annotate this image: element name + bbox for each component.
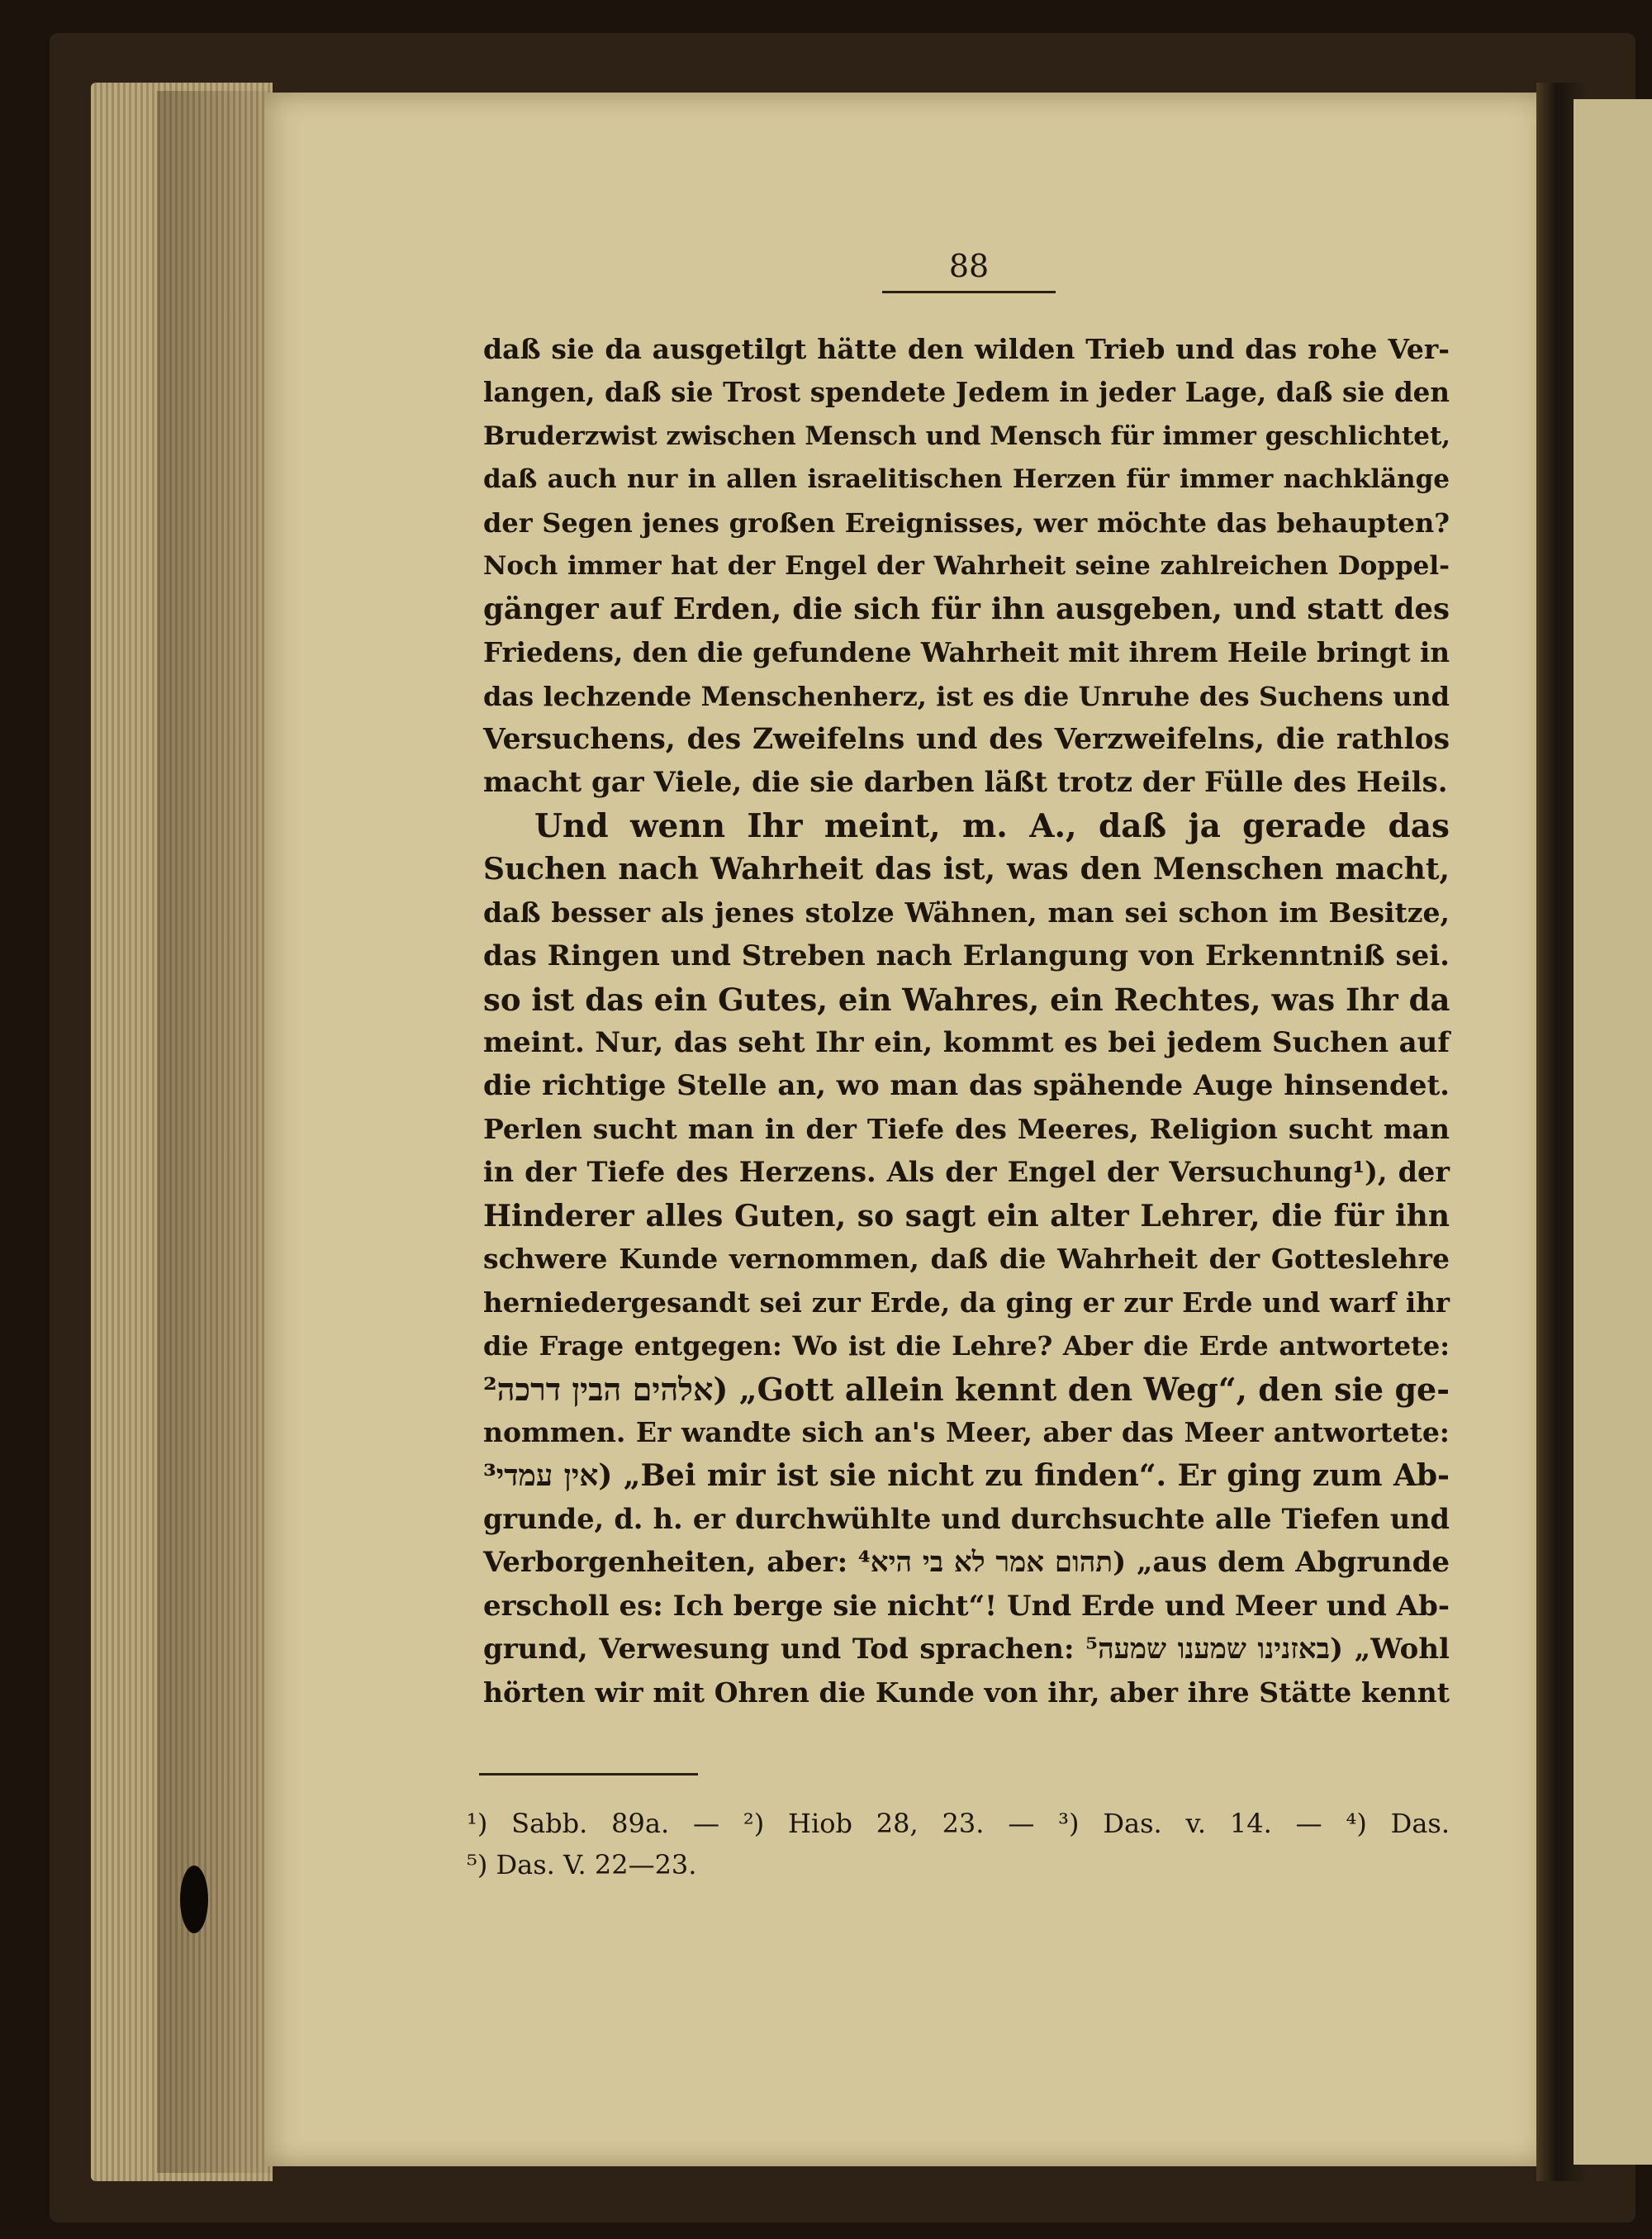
text-line: der Segen jenes großen Ereignisses, wer möchte das behaupten? [483, 506, 1450, 539]
text-line: אין עמדי³) „Bei mir ist sie nicht zu finden“. Er ging zum Ab- [483, 1458, 1450, 1494]
text-line: Versuchens, des Zweifelns und des Verzweifelns, die rathlos [483, 722, 1450, 756]
text-line: Und wenn Ihr meint, m. A., daß ja gerade das [534, 806, 1450, 845]
text-line: die Frage entgegen: Wo ist die Lehre? Aber die Erde antwortete: [483, 1330, 1450, 1362]
text-line: daß auch nur in allen israelitischen Herzen für immer nachklänge [483, 464, 1450, 495]
text-line: die richtige Stelle an, wo man das spähende Auge hinsendet. [483, 1069, 1450, 1103]
text-line: das lechzende Menschenherz, ist es die Unruhe des Suchens und [483, 680, 1450, 712]
text-line: nommen. Er wandte sich an's Meer, aber das Meer antwortete: [483, 1415, 1450, 1448]
text-line: grunde, d. h. er durchwühlte und durchsuchte alle Tiefen und [483, 1502, 1450, 1535]
footnotes [467, 1803, 1450, 1885]
text-line: Bruderzwist zwischen Mensch und Mensch für immer geschlichtet, [483, 421, 1451, 451]
footnote-rule [479, 1773, 698, 1776]
page-edge-shadow [157, 91, 273, 2173]
text-line: hörten wir mit Ohren die Kunde von ihr, aber ihre Stätte kennt [483, 1676, 1450, 1709]
text-line: herniedergesandt sei zur Erde, da ging er zur Erde und warf ihr [483, 1286, 1450, 1319]
text-line: meint. Nur, das seht Ihr ein, kommt es bei jedem Suchen auf [483, 1026, 1450, 1059]
text-line: gänger auf Erden, die sich für ihn ausgeben, und statt des [483, 592, 1450, 626]
text-line: Verborgenheiten, aber: תהום אמר לא בי היא⁴) „aus dem Abgrunde [483, 1546, 1450, 1580]
text-line: erscholl es: Ich berge sie nicht“! Und Erde und Meer und Ab- [483, 1589, 1450, 1623]
text-line: langen, daß sie Trost spendete Jedem in jeder Lage, daß sie den [483, 376, 1450, 409]
page-number-rule [882, 291, 1056, 293]
text-line: אלהים הבין דרכה²) „Gott allein kennt den Weg“, den sie ge- [483, 1370, 1450, 1408]
text-line: Hinderer alles Guten, so sagt ein alter Lehrer, die für ihn [483, 1198, 1450, 1234]
text-line: das Ringen und Streben nach Erlangung von Erkenntniß sei. [483, 939, 1450, 973]
page-number: 88 [948, 248, 990, 284]
text-line: schwere Kunde vernommen, daß die Wahrheit der Gotteslehre [483, 1243, 1450, 1276]
text-line: so ist das ein Gutes, ein Wahres, ein Rechtes, was Ihr da [483, 981, 1450, 1018]
ink-blot [180, 1866, 208, 1933]
text-line: Perlen sucht man in der Tiefe des Meeres, Religion sucht man [483, 1112, 1450, 1145]
text-line: Noch immer hat der Engel der Wahrheit seine zahlreichen Doppel- [483, 551, 1450, 582]
text-line: daß sie da ausgetilgt hätte den wilden Trieb und das rohe Ver- [483, 333, 1450, 365]
footnote-line: ⁵) Das. V. 22—23. [467, 1849, 697, 1880]
text-line: Friedens, den die gefundene Wahrheit mit ihrem Heile bringt in [483, 636, 1450, 669]
text-line: in der Tiefe des Herzens. Als der Engel der Versuchung¹), der [483, 1156, 1450, 1189]
text-line: Suchen nach Wahrheit das ist, was den Menschen macht, [483, 852, 1450, 887]
text-line: daß besser als jenes stolze Wähnen, man sei schon im Besitze, [483, 896, 1450, 929]
next-page-edge [1574, 99, 1652, 2165]
text-line: grund, Verwesung und Tod sprachen: באזנינו שמענו שמעה⁵) „Wohl [483, 1633, 1450, 1666]
body-text [483, 328, 1450, 1714]
text-line: macht gar Viele, die sie darben läßt trotz der Fülle des Heils. [483, 766, 1448, 800]
footnote-line: ¹) Sabb. 89a. — ²) Hiob 28, 23. — ³) Das. v. 14. — ⁴) Das. [467, 1808, 1450, 1839]
